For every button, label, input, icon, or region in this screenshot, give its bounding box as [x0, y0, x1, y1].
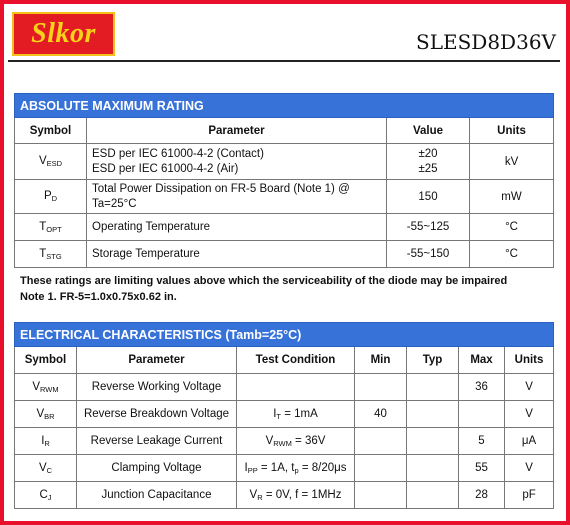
col-header: Typ — [407, 347, 459, 374]
condition-cell: $I_{PP} = 1A$, $t_p = 8/20\mu s$ — [237, 455, 355, 482]
unit-cell: kV — [470, 144, 554, 180]
table-row — [15, 241, 554, 268]
value-cell: 150 — [387, 180, 470, 214]
typ-cell — [407, 455, 459, 482]
min-cell — [355, 482, 407, 509]
table-row — [15, 214, 554, 241]
part-number: SLESD8D36V — [416, 30, 556, 54]
max-cell: 28 — [459, 482, 505, 509]
unit-cell: mW — [470, 180, 554, 214]
symbol-cell: $T_{OPT}$ — [15, 214, 87, 241]
col-header: Test Condition — [237, 347, 355, 374]
table-row — [15, 144, 554, 180]
ratings-disclaimer: These ratings are limiting values above which the serviceability of the diode may be impaired — [20, 275, 508, 287]
typ-cell — [407, 482, 459, 509]
table-row — [15, 482, 554, 509]
parameter-cell: Operating Temperature — [87, 214, 387, 241]
ratings-notes — [20, 273, 507, 305]
header — [8, 12, 562, 62]
parameter-cell: Reverse Working Voltage — [77, 374, 237, 401]
parameter-cell: ESD per IEC 61000-4-2 (Contact) ESD per IEC 61000-4-2 (Air) — [87, 144, 387, 180]
col-header: Symbol — [15, 118, 87, 144]
electrical-characteristics-table — [14, 322, 554, 509]
symbol-cell: $P_D$ — [15, 180, 87, 214]
table-row — [15, 180, 554, 214]
symbol-cell: $C_J$ — [15, 482, 77, 509]
parameter-cell: Storage Temperature — [87, 241, 387, 268]
typ-cell — [407, 428, 459, 455]
min-cell — [355, 428, 407, 455]
parameter-cell: Clamping Voltage — [77, 455, 237, 482]
symbol-cell: $V_{BR}$ — [15, 401, 77, 428]
unit-cell: μA — [505, 428, 554, 455]
table-row — [15, 401, 554, 428]
col-header: Symbol — [15, 347, 77, 374]
unit-cell: V — [505, 455, 554, 482]
condition-cell: $V_R = 0V$, f = 1MHz — [237, 482, 355, 509]
col-header: Units — [505, 347, 554, 374]
col-header: Min — [355, 347, 407, 374]
condition-cell: $V_{RWM} = 36V$ — [237, 428, 355, 455]
symbol-cell: $I_R$ — [15, 428, 77, 455]
parameter-cell: Total Power Dissipation on FR-5 Board (Note 1) @ Ta=25°C — [87, 180, 387, 214]
min-cell — [355, 455, 407, 482]
abs-max-title: ABSOLUTE MAXIMUM RATING — [15, 94, 554, 118]
parameter-cell: Reverse Leakage Current — [77, 428, 237, 455]
min-cell — [355, 374, 407, 401]
symbol-cell: $T_{STG}$ — [15, 241, 87, 268]
abs-max-table — [14, 93, 554, 268]
brand-logo — [12, 12, 115, 56]
max-cell: 55 — [459, 455, 505, 482]
value-cell: ±20 ±25 — [387, 144, 470, 180]
logo-text: Slkor — [31, 18, 96, 49]
max-cell — [459, 401, 505, 428]
min-cell: 40 — [355, 401, 407, 428]
parameter-cell: Junction Capacitance — [77, 482, 237, 509]
footnote: Note 1. FR-5=1.0x0.75x0.62 in. — [20, 291, 177, 303]
elec-title: ELECTRICAL CHARACTERISTICS (Tamb=25°C) — [15, 323, 554, 347]
condition-cell: $I_T = 1mA$ — [237, 401, 355, 428]
value-cell: -55~150 — [387, 241, 470, 268]
unit-cell: °C — [470, 241, 554, 268]
parameter-cell: Reverse Breakdown Voltage — [77, 401, 237, 428]
typ-cell — [407, 374, 459, 401]
symbol-cell: $V_{RWM}$ — [15, 374, 77, 401]
value-cell: -55~125 — [387, 214, 470, 241]
table-row — [15, 374, 554, 401]
col-header: Parameter — [77, 347, 237, 374]
typ-cell — [407, 401, 459, 428]
unit-cell: V — [505, 401, 554, 428]
header-rule — [8, 60, 560, 62]
symbol-cell: $V_C$ — [15, 455, 77, 482]
condition-cell — [237, 374, 355, 401]
col-header: Value — [387, 118, 470, 144]
col-header: Parameter — [87, 118, 387, 144]
table-row — [15, 455, 554, 482]
col-header: Units — [470, 118, 554, 144]
max-cell: 36 — [459, 374, 505, 401]
symbol-cell: $V_{ESD}$ — [15, 144, 87, 180]
unit-cell: °C — [470, 214, 554, 241]
max-cell: 5 — [459, 428, 505, 455]
col-header: Max — [459, 347, 505, 374]
unit-cell: pF — [505, 482, 554, 509]
unit-cell: V — [505, 374, 554, 401]
table-row — [15, 428, 554, 455]
